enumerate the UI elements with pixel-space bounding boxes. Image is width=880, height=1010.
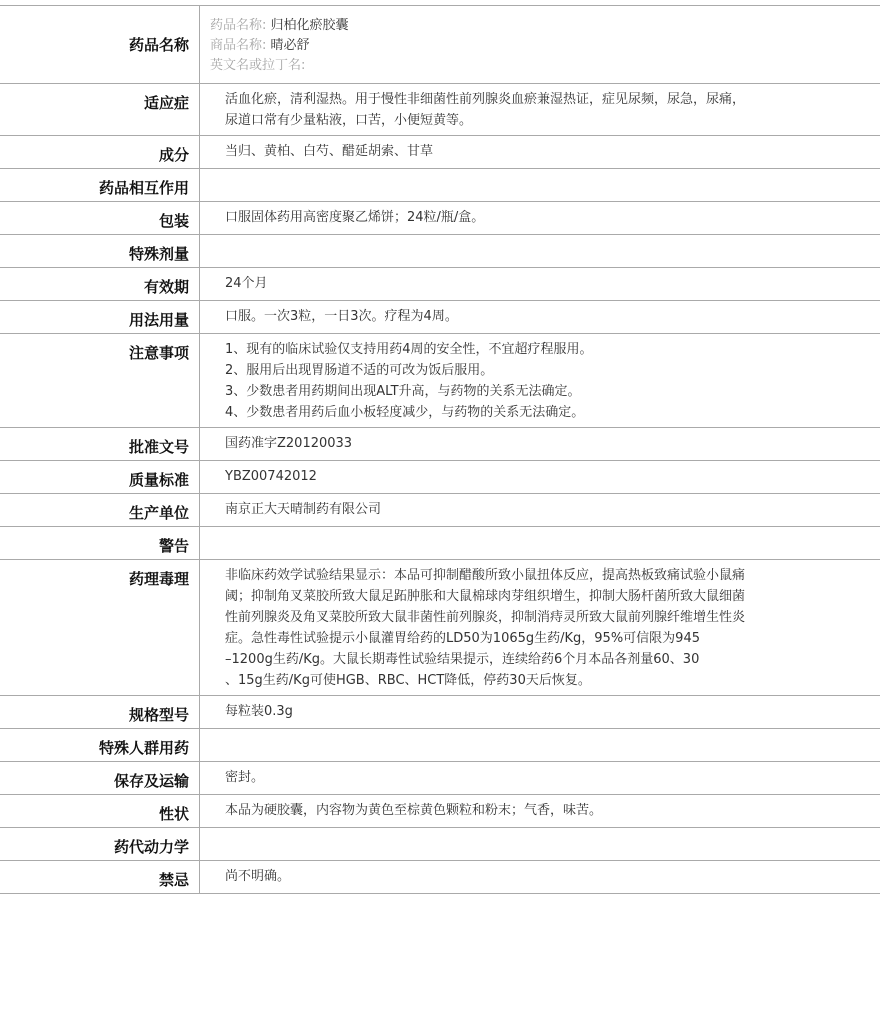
label-usage: 用法用量 <box>0 301 200 333</box>
value-special-dose <box>200 235 880 267</box>
generic-name-value: 归柏化瘀胶囊 <box>270 18 349 33</box>
row-ingredients <box>0 136 880 169</box>
row-special-dose <box>0 235 880 268</box>
value-precautions <box>200 334 880 427</box>
trade-name-value: 晴必舒 <box>270 38 310 53</box>
label-spec: 规格型号 <box>0 696 200 728</box>
trade-name-key: 商品名称: <box>210 38 267 53</box>
label-special-population: 特殊人群用药 <box>0 729 200 761</box>
row-drug-name <box>0 6 880 84</box>
label-package: 包装 <box>0 202 200 234</box>
value-standard: YBZ00742012 <box>225 469 317 484</box>
precaution-line-4: 4、少数患者用药后血小板轻度减少，与药物的关系无法确定。 <box>225 405 585 420</box>
label-standard: 质量标准 <box>0 461 200 493</box>
row-usage <box>0 301 880 334</box>
label-contraindications: 禁忌 <box>0 861 200 893</box>
value-interactions <box>200 169 880 201</box>
value-manufacturer: 南京正大天晴制药有限公司 <box>225 502 382 517</box>
indications-line-1: 活血化瘀，清利湿热。用于慢性非细菌性前列腺炎血瘀兼湿热证，症见尿频，尿急，尿痛， <box>225 92 746 107</box>
label-approval: 批准文号 <box>0 428 200 460</box>
value-pharmacokinetics <box>200 828 880 860</box>
value-toxicology <box>200 560 880 695</box>
row-spec <box>0 696 880 729</box>
value-warning <box>200 527 880 559</box>
generic-name-line <box>210 16 870 36</box>
english-name-key: 英文名或拉丁名: <box>210 58 306 73</box>
toxicology-line-6: 、15g生药/Kg可使HGB、RBC、HCT降低，停药30天后恢复。 <box>225 673 591 688</box>
value-contraindications: 尚不明确。 <box>225 869 291 884</box>
label-precautions: 注意事项 <box>0 334 200 427</box>
value-storage: 密封。 <box>225 770 265 785</box>
label-drug-name: 药品名称 <box>0 6 200 83</box>
row-pharmacokinetics <box>0 828 880 861</box>
value-spec: 每粒装0.3g <box>225 704 293 719</box>
generic-name-key: 药品名称: <box>210 18 267 33</box>
toxicology-line-1: 非临床药效学试验结果显示：本品可抑制醋酸所致小鼠扭体反应，提高热板致痛试验小鼠痛 <box>225 568 746 583</box>
label-storage: 保存及运输 <box>0 762 200 794</box>
value-ingredients: 当归、黄柏、白芍、醋延胡索、甘草 <box>225 144 434 159</box>
row-validity <box>0 268 880 301</box>
row-package <box>0 202 880 235</box>
toxicology-line-2: 阈；抑制角叉菜胶所致大鼠足跖肿胀和大鼠棉球肉芽组织增生，抑制大肠杆菌所致大鼠细菌 <box>225 589 746 604</box>
toxicology-line-5: –1200g生药/Kg。大鼠长期毒性试验结果提示，连续给药6个月本品各剂量60、30 <box>225 652 700 667</box>
label-toxicology: 药理毒理 <box>0 560 200 695</box>
indications-line-2: 尿道口常有少量粘液，口苦，小便短黄等。 <box>225 113 473 128</box>
english-name-line <box>210 56 870 76</box>
value-appearance: 本品为硬胶囊，内容物为黄色至棕黄色颗粒和粉末；气香，味苦。 <box>225 803 603 818</box>
value-special-population <box>200 729 880 761</box>
value-approval: 国药准字Z20120033 <box>225 436 353 451</box>
toxicology-line-3: 性前列腺炎及角叉菜胶所致大鼠非菌性前列腺炎，抑制消痔灵所致大鼠前列腺纤维增生性炎 <box>225 610 746 625</box>
value-indications <box>200 84 880 135</box>
label-warning: 警告 <box>0 527 200 559</box>
value-validity: 24个月 <box>225 276 268 291</box>
row-warning <box>0 527 880 560</box>
row-precautions <box>0 334 880 428</box>
toxicology-line-4: 症。急性毒性试验提示小鼠灌胃给药的LD50为1065g生药/Kg，95%可信限为945 <box>225 631 700 646</box>
drug-info-table <box>0 5 880 894</box>
row-manufacturer <box>0 494 880 527</box>
row-interactions <box>0 169 880 202</box>
label-validity: 有效期 <box>0 268 200 300</box>
row-standard <box>0 461 880 494</box>
row-approval <box>0 428 880 461</box>
precaution-line-3: 3、少数患者用药期间出现ALT升高，与药物的关系无法确定。 <box>225 384 581 399</box>
trade-name-line <box>210 36 870 56</box>
value-usage: 口服。一次3粒，一日3次。疗程为4周。 <box>225 309 458 324</box>
label-indications: 适应症 <box>0 84 200 135</box>
row-contraindications <box>0 861 880 894</box>
row-special-population <box>0 729 880 762</box>
label-appearance: 性状 <box>0 795 200 827</box>
label-manufacturer: 生产单位 <box>0 494 200 526</box>
label-interactions: 药品相互作用 <box>0 169 200 201</box>
value-drug-name <box>200 6 880 83</box>
label-special-dose: 特殊剂量 <box>0 235 200 267</box>
label-ingredients: 成分 <box>0 136 200 168</box>
precaution-line-1: 1、现有的临床试验仅支持用药4周的安全性，不宜超疗程服用。 <box>225 342 593 357</box>
row-toxicology <box>0 560 880 696</box>
row-indications <box>0 84 880 136</box>
row-appearance <box>0 795 880 828</box>
row-storage <box>0 762 880 795</box>
precaution-line-2: 2、服用后出现胃肠道不适的可改为饭后服用。 <box>225 363 494 378</box>
label-pharmacokinetics: 药代动力学 <box>0 828 200 860</box>
value-package: 口服固体药用高密度聚乙烯饼；24粒/瓶/盒。 <box>225 210 485 225</box>
